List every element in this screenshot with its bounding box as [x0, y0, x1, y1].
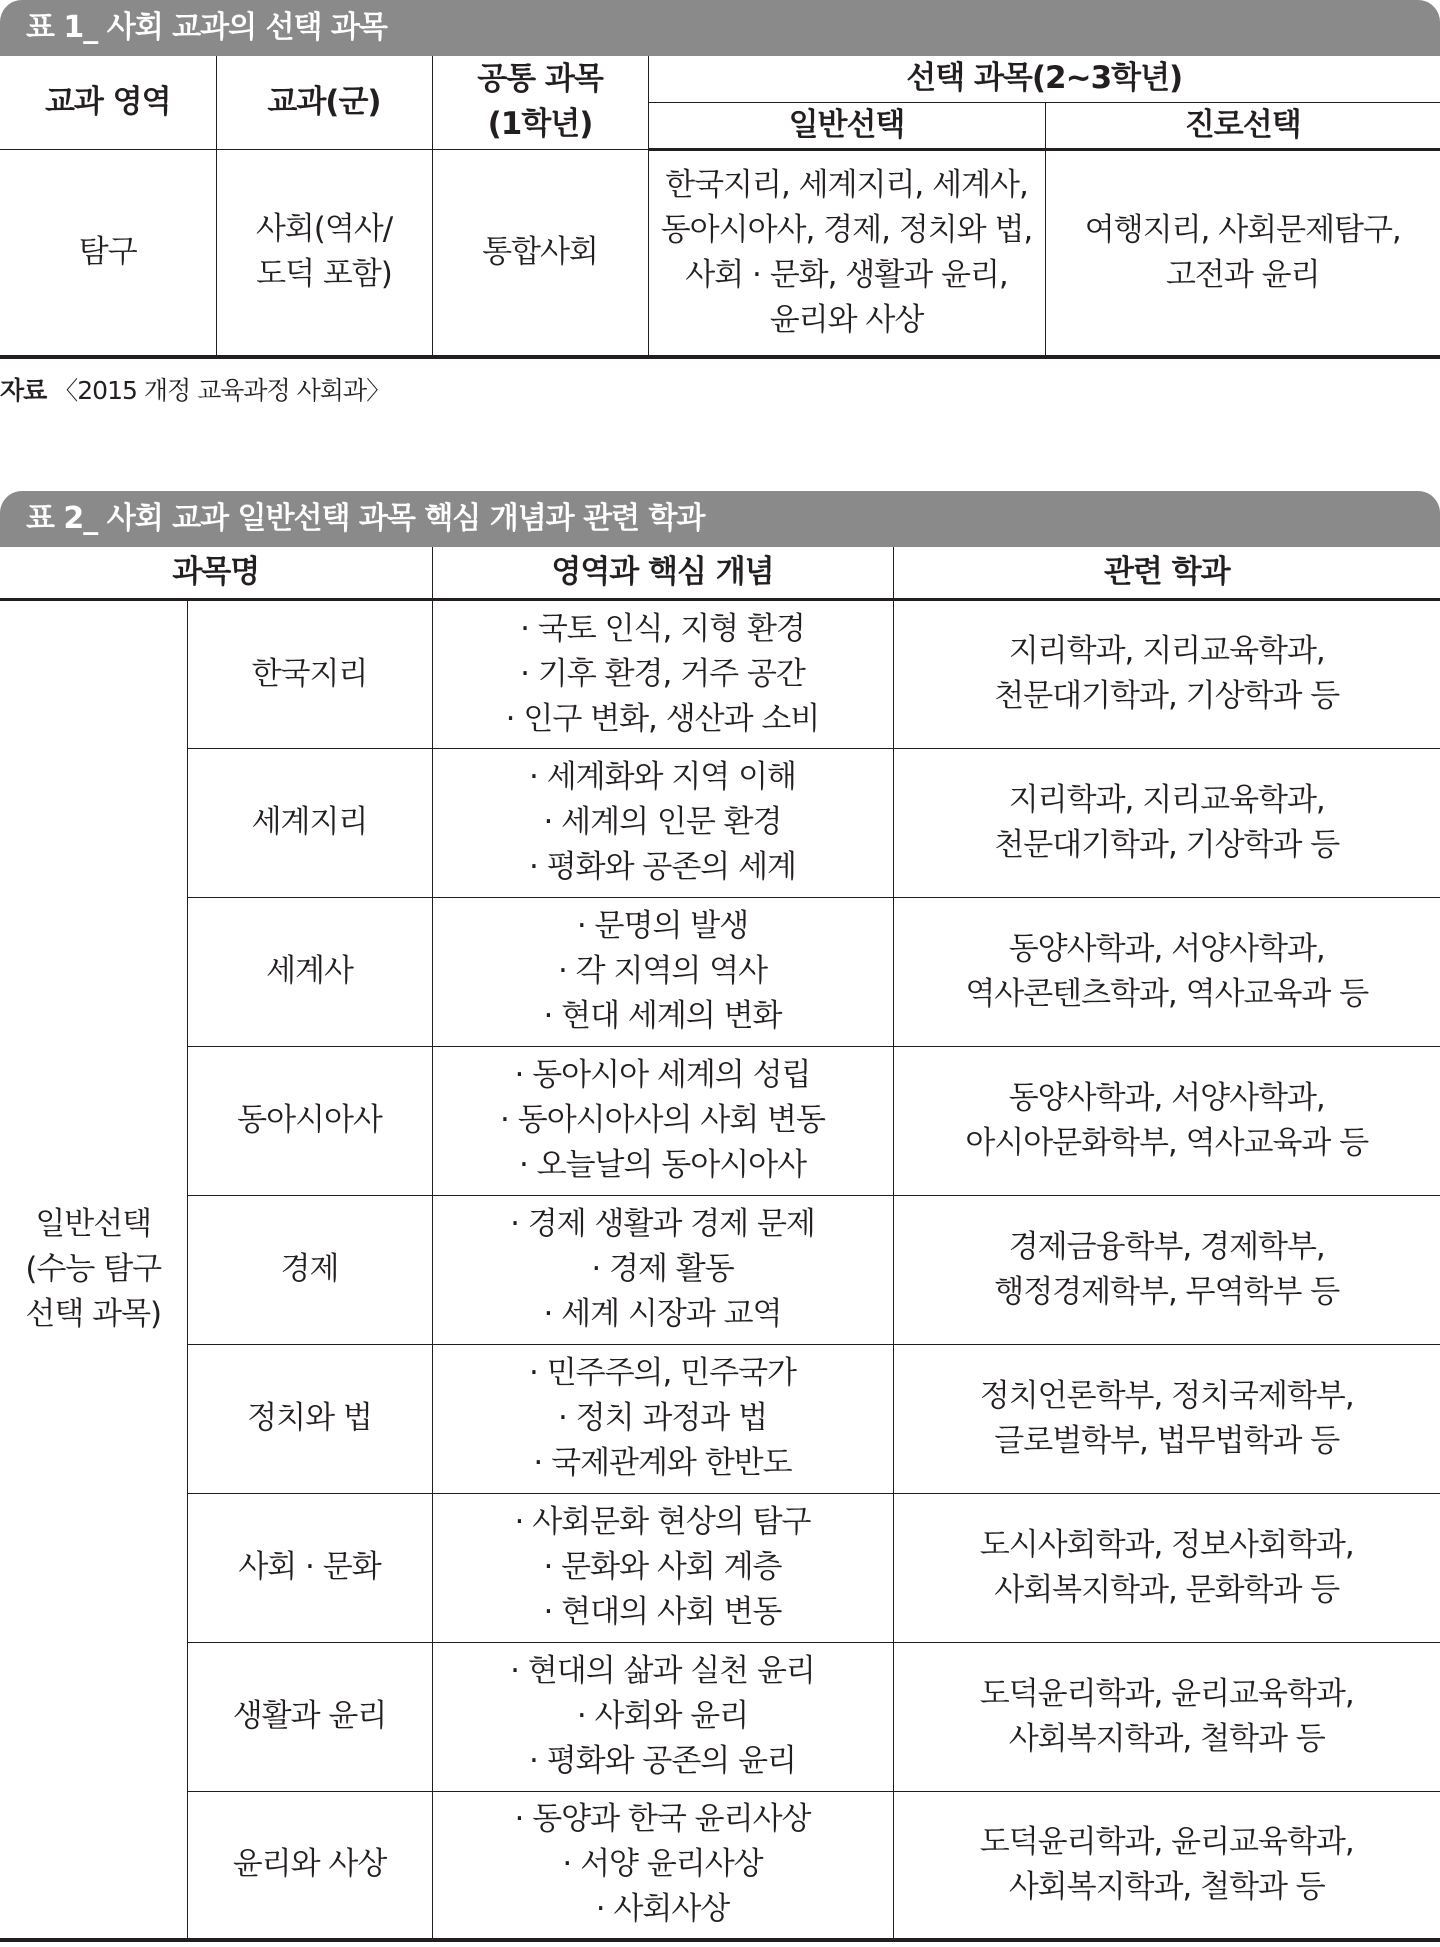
- cell-departments: 동양사학과, 서양사학과, 역사콘텐츠학과, 역사교육과 등: [893, 897, 1440, 1046]
- cell-subject: 사회 · 문화: [187, 1493, 432, 1642]
- header-departments: 관련 학과: [893, 547, 1440, 599]
- cell-departments: 도덕윤리학과, 윤리교육학과, 사회복지학과, 철학과 등: [893, 1791, 1440, 1940]
- cell-subject: 경제: [187, 1195, 432, 1344]
- header-elective: 선택 과목(2~3학년): [648, 56, 1440, 102]
- source-label: 자료: [0, 376, 47, 405]
- cell-group: 사회(역사/ 도덕 포함): [216, 149, 432, 357]
- table2-core-concepts: [0, 547, 1440, 1942]
- table-row: [0, 1046, 1440, 1195]
- table1-title: 표 1_ 사회 교과의 선택 과목: [0, 0, 1440, 56]
- header-career: 진로선택: [1045, 102, 1440, 149]
- cell-area: 탐구: [0, 149, 216, 357]
- table-row: [0, 1493, 1440, 1642]
- table-row: [0, 897, 1440, 1046]
- cell-concepts: · 민주주의, 민주국가 · 정치 과정과 법 · 국제관계와 한반도: [432, 1344, 893, 1493]
- cell-departments: 지리학과, 지리교육학과, 천문대기학과, 기상학과 등: [893, 599, 1440, 748]
- header-general: 일반선택: [648, 102, 1045, 149]
- cell-subject: 윤리와 사상: [187, 1791, 432, 1940]
- cell-subject: 세계사: [187, 897, 432, 1046]
- table-row: [0, 149, 1440, 357]
- source-note: [0, 374, 390, 408]
- table-row: [0, 599, 1440, 748]
- cell-subject: 생활과 윤리: [187, 1642, 432, 1791]
- cell-concepts: · 사회문화 현상의 탐구 · 문화와 사회 계층 · 현대의 사회 변동: [432, 1493, 893, 1642]
- cell-concepts: · 동양과 한국 윤리사상 · 서양 윤리사상 · 사회사상: [432, 1791, 893, 1940]
- table1-elective-subjects: [0, 56, 1440, 359]
- header-group: 교과(군): [216, 56, 432, 149]
- table-row: [0, 1642, 1440, 1791]
- table2-title: 표 2_ 사회 교과 일반선택 과목 핵심 개념과 관련 학과: [0, 491, 1440, 547]
- cell-concepts: · 경제 생활과 경제 문제 · 경제 활동 · 세계 시장과 교역: [432, 1195, 893, 1344]
- cell-concepts: · 문명의 발생 · 각 지역의 역사 · 현대 세계의 변화: [432, 897, 893, 1046]
- table-row: [0, 1195, 1440, 1344]
- category-cell: 일반선택 (수능 탐구 선택 과목): [0, 599, 187, 1940]
- header-concepts: 영역과 핵심 개념: [432, 547, 893, 599]
- cell-departments: 도덕윤리학과, 윤리교육학과, 사회복지학과, 철학과 등: [893, 1642, 1440, 1791]
- cell-departments: 도시사회학과, 정보사회학과, 사회복지학과, 문화학과 등: [893, 1493, 1440, 1642]
- cell-subject: 동아시아사: [187, 1046, 432, 1195]
- source-text: 〈2015 개정 교육과정 사회과〉: [53, 376, 391, 405]
- table-row: [0, 1344, 1440, 1493]
- cell-subject: 정치와 법: [187, 1344, 432, 1493]
- header-common: 공통 과목 (1학년): [432, 56, 648, 149]
- table-row: [0, 1791, 1440, 1940]
- cell-concepts: · 세계화와 지역 이해 · 세계의 인문 환경 · 평화와 공존의 세계: [432, 748, 893, 897]
- header-area: 교과 영역: [0, 56, 216, 149]
- cell-departments: 정치언론학부, 정치국제학부, 글로벌학부, 법무법학과 등: [893, 1344, 1440, 1493]
- cell-concepts: · 국토 인식, 지형 환경 · 기후 환경, 거주 공간 · 인구 변화, 생산과 소비: [432, 599, 893, 748]
- table-row: [0, 748, 1440, 897]
- cell-concepts: · 현대의 삶과 실천 윤리 · 사회와 윤리 · 평화와 공존의 윤리: [432, 1642, 893, 1791]
- cell-subject: 한국지리: [187, 599, 432, 748]
- cell-departments: 지리학과, 지리교육학과, 천문대기학과, 기상학과 등: [893, 748, 1440, 897]
- cell-concepts: · 동아시아 세계의 성립 · 동아시아사의 사회 변동 · 오늘날의 동아시아사: [432, 1046, 893, 1195]
- cell-career: 여행지리, 사회문제탐구, 고전과 윤리: [1045, 149, 1440, 357]
- header-subject: 과목명: [0, 547, 432, 599]
- cell-departments: 경제금융학부, 경제학부, 행정경제학부, 무역학부 등: [893, 1195, 1440, 1344]
- cell-common: 통합사회: [432, 149, 648, 357]
- cell-departments: 동양사학과, 서양사학과, 아시아문화학부, 역사교육과 등: [893, 1046, 1440, 1195]
- cell-subject: 세계지리: [187, 748, 432, 897]
- cell-general: 한국지리, 세계지리, 세계사, 동아시아사, 경제, 정치와 법, 사회 · 문화, 생활과 윤리, 윤리와 사상: [648, 149, 1045, 357]
